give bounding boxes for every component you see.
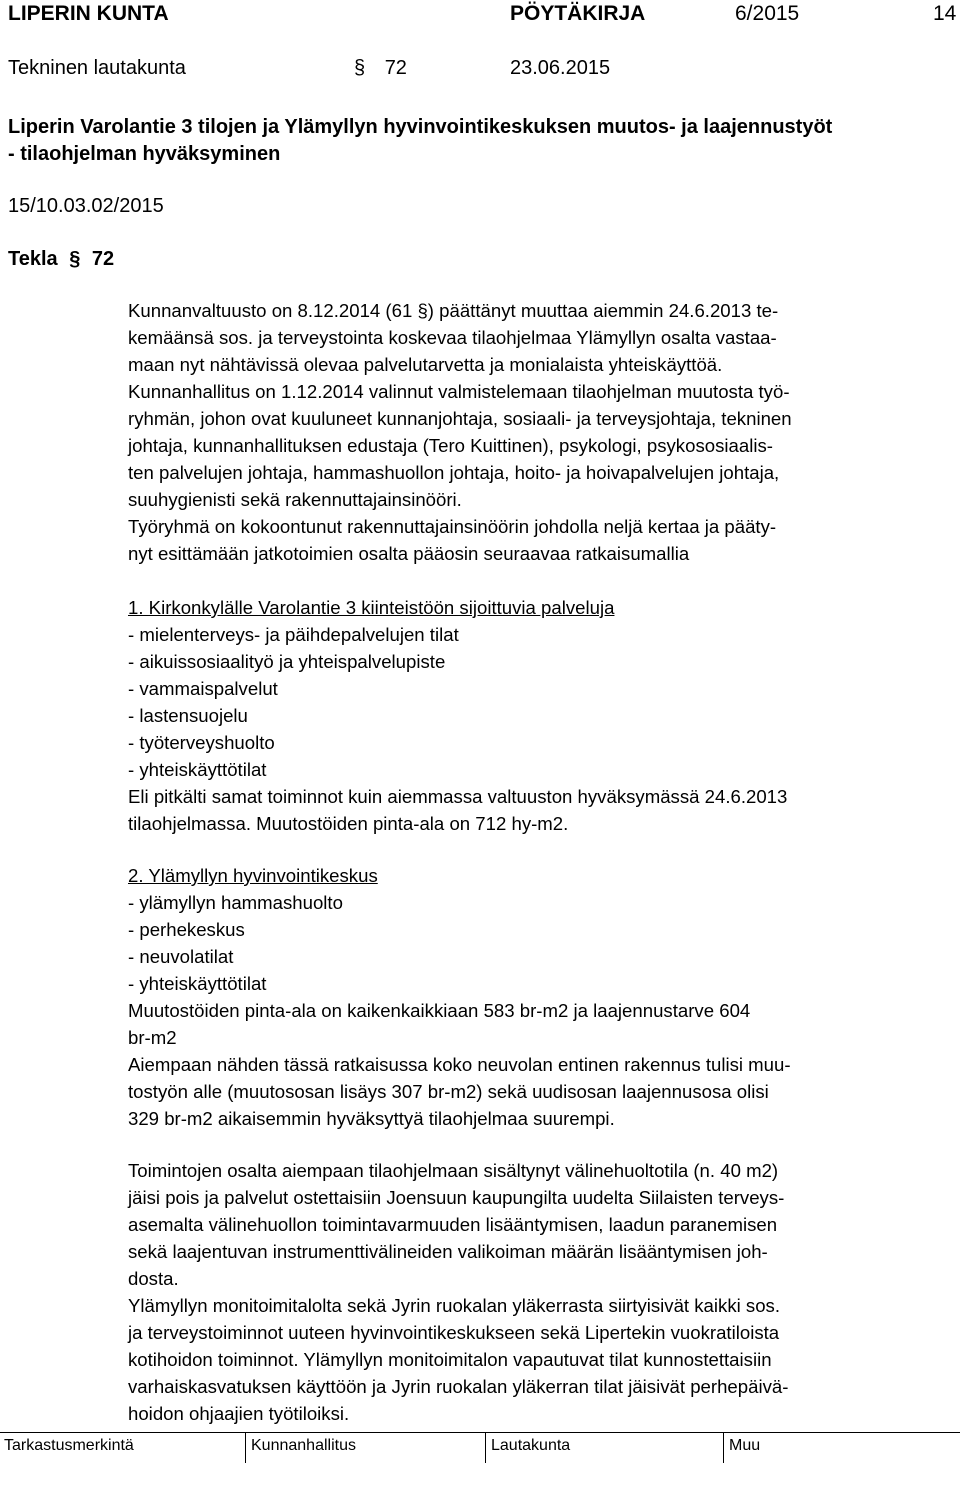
body-line: ja terveystoiminnot uuteen hyvinvointikeskukseen sekä Lipertekin vuokratiloista — [128, 1322, 780, 1343]
section-ref — [354, 57, 407, 80]
list-item: - lastensuojelu — [128, 705, 248, 726]
body-line: tilaohjelmassa. Muutostöiden pinta-ala on 712 hy-m2. — [128, 813, 569, 834]
body-line: johtaja, kunnanhallituksen edustaja (Tero Kuittinen), psykologi, psykososiaalis- — [128, 435, 773, 456]
body-line: sekä laajentuvan instrumenttivälineiden valikoiman määrän lisääntymisen joh- — [128, 1241, 768, 1262]
list-item: - ylämyllyn hammashuolto — [128, 892, 343, 913]
document-number: 6/2015 — [735, 2, 800, 25]
list-item: - aikuissosiaalityö ja yhteispalvelupiste — [128, 651, 446, 672]
footer-muu: Muu — [729, 1437, 761, 1454]
body-line: ten palvelujen johtaja, hammashuollon johtaja, hoito- ja hoivapalvelujen johtaja, — [128, 462, 780, 483]
footer-tarkastusmerkinta: Tarkastusmerkintä — [4, 1437, 134, 1454]
list-item: - vammaispalvelut — [128, 678, 278, 699]
body-line: varhaiskasvatuksen käyttöön ja Jyrin ruokalan yläkerran tilat jäisivät perhepäivä- — [128, 1376, 789, 1397]
municipality-name: LIPERIN KUNTA — [8, 2, 169, 25]
reference-number: 15/10.03.02/2015 — [8, 195, 164, 217]
title-line-1: Liperin Varolantie 3 tilojen ja Ylämyllyn hyvinvointikeskuksen muutos- ja laajennustyöt — [8, 116, 833, 138]
list-item: - yhteiskäyttötilat — [128, 973, 267, 994]
footer-lautakunta: Lautakunta — [491, 1437, 571, 1454]
list-item: - työterveyshuolto — [128, 732, 275, 753]
body-line: Ylämyllyn monitoimitalolta sekä Jyrin ruokalan yläkerrasta siirtyisivät kaikki sos. — [128, 1295, 781, 1316]
body-line: maan nyt nähtävissä olevaa palvelutarvetta ja monialaista yhteiskäyttöä. — [128, 354, 723, 375]
footer-cell-divider — [485, 1433, 486, 1463]
title-line-2: - tilaohjelman hyväksyminen — [8, 143, 281, 165]
section-symbol: § — [354, 57, 366, 79]
tekla-text: Tekla — [8, 248, 58, 270]
footer-kunnanhallitus: Kunnanhallitus — [251, 1437, 356, 1454]
body-line: Aiempaan nähden tässä ratkaisussa koko neuvolan entinen rakennus tulisi muu- — [128, 1054, 791, 1075]
list-item: - mielenterveys- ja päihdepalvelujen tilat — [128, 624, 459, 645]
body-line: kemäänsä sos. ja terveystointa koskevaa tilaohjelmaa Ylämyllyn osalta vastaa- — [128, 327, 777, 348]
body-line: jäisi pois ja palvelut ostettaisiin Joensuun kaupungilta uudelta Siilaisten terveys- — [128, 1187, 785, 1208]
body-line: Toimintojen osalta aiempaan tilaohjelmaan sisältynyt välinehuoltotila (n. 40 m2) — [128, 1160, 779, 1181]
body-line: Kunnanvaltuusto on 8.12.2014 (61 §) päättänyt muuttaa aiemmin 24.6.2013 te- — [128, 300, 779, 321]
footer-cell-divider — [723, 1433, 724, 1463]
body-line: hoidon ohjaajien työtiloiksi. — [128, 1403, 350, 1424]
body-line: br-m2 — [128, 1027, 177, 1048]
body-line: Eli pitkälti samat toiminnot kuin aiemmassa valtuuston hyväksymässä 24.6.2013 — [128, 786, 788, 807]
body-line: Työryhmä on kokoontunut rakennuttajainsinöörin johdolla neljä kertaa ja pääty- — [128, 516, 777, 537]
section-1-heading: 1. Kirkonkylälle Varolantie 3 kiinteistöön sijoittuvia palveluja — [128, 597, 615, 618]
tekla-number: 72 — [91, 248, 115, 270]
body-line: kotihoidon toiminnot. Ylämyllyn monitoimitalon vapautuvat tilat kunnostettaisiin — [128, 1349, 772, 1370]
list-item: - neuvolatilat — [128, 946, 234, 967]
tekla-label — [8, 248, 114, 271]
tekla-symbol: § — [69, 248, 81, 270]
body-line: Muutostöiden pinta-ala on kaikenkaikkiaan 583 br-m2 ja laajennustarve 604 — [128, 1000, 751, 1021]
body-line: dosta. — [128, 1268, 179, 1289]
body-line: 329 br-m2 aikaisemmin hyväksyttyä tilaohjelmaa suurempi. — [128, 1108, 615, 1129]
section-2-heading: 2. Ylämyllyn hyvinvointikeskus — [128, 865, 378, 886]
meeting-date: 23.06.2015 — [510, 57, 611, 79]
body-line: asemalta välinehuollon toimintavarmuuden lisääntymisen, laadun paranemisen — [128, 1214, 778, 1235]
section-number: 72 — [384, 57, 407, 79]
body-line: ryhmän, johon ovat kuuluneet kunnanjohtaja, sosiaali- ja terveysjohtaja, tekninen — [128, 408, 792, 429]
body-line: suuhygienisti sekä rakennuttajainsinööri. — [128, 489, 462, 510]
footer-divider — [0, 1432, 960, 1433]
document-type: PÖYTÄKIRJA — [510, 2, 646, 25]
body-line: nyt esittämään jatkotoimien osalta pääosin seuraavaa ratkaisumallia — [128, 543, 690, 564]
board-name: Tekninen lautakunta — [8, 57, 186, 79]
body-line: Kunnanhallitus on 1.12.2014 valinnut valmistelemaan tilaohjelman muutosta työ- — [128, 381, 790, 402]
footer-cell-divider — [245, 1433, 246, 1463]
body-line: tostyön alle (muutososan lisäys 307 br-m2) sekä uudisosan laajennusosa olisi — [128, 1081, 769, 1102]
list-item: - perhekeskus — [128, 919, 245, 940]
list-item: - yhteiskäyttötilat — [128, 759, 267, 780]
page-number: 14 — [933, 2, 957, 25]
